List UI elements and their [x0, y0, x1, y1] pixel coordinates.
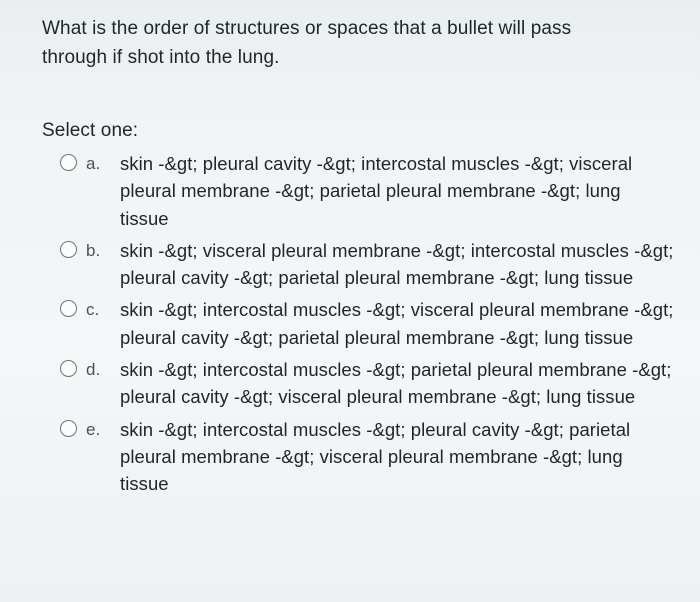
radio-button-icon[interactable]	[60, 300, 77, 317]
option-letter: c.	[86, 300, 100, 320]
option-letter: d.	[86, 360, 101, 380]
option-text: skin -&gt; visceral pleural membrane -&gt; intercostal muscles -&gt; pleural cavity -&gt; parietal pleural membrane -&gt; lung tissue	[120, 239, 674, 289]
select-one-label: Select one:	[42, 120, 139, 141]
option-text: skin -&gt; intercostal muscles -&gt; pleural cavity -&gt; parietal pleural membrane -&gt; visceral pleural membrane -&gt; lung tissue	[120, 418, 631, 495]
option-text: skin -&gt; intercostal muscles -&gt; visceral pleural membrane -&gt; pleural cavity -&gt; parietal pleural membrane -&gt; lung tissue	[120, 299, 674, 348]
answer-option-e[interactable]	[60, 416, 674, 498]
option-letter: e.	[86, 419, 101, 439]
radio-button-icon[interactable]	[60, 154, 77, 171]
option-text: skin -&gt; pleural cavity -&gt; intercostal muscles -&gt; visceral pleural membrane -&gt; parietal pleural membrane -&gt; lung tissue	[120, 153, 633, 229]
answer-option-d[interactable]	[60, 356, 674, 411]
option-letter: a.	[86, 154, 101, 173]
answer-option-b[interactable]	[60, 237, 674, 292]
answer-option-a[interactable]	[60, 150, 674, 232]
radio-button-icon[interactable]	[60, 241, 77, 258]
answer-option-c[interactable]	[60, 296, 674, 351]
question-text: What is the order of structures or spaces that a bullet will pass through if shot into the lung.	[42, 18, 572, 68]
option-letter: b.	[86, 240, 101, 260]
option-text: skin -&gt; intercostal muscles -&gt; parietal pleural membrane -&gt; pleural cavity -&gt; visceral pleural membrane -&gt; lung tissue	[120, 359, 672, 408]
answer-options	[60, 150, 674, 498]
radio-button-icon[interactable]	[60, 420, 77, 437]
radio-button-icon[interactable]	[60, 360, 77, 377]
